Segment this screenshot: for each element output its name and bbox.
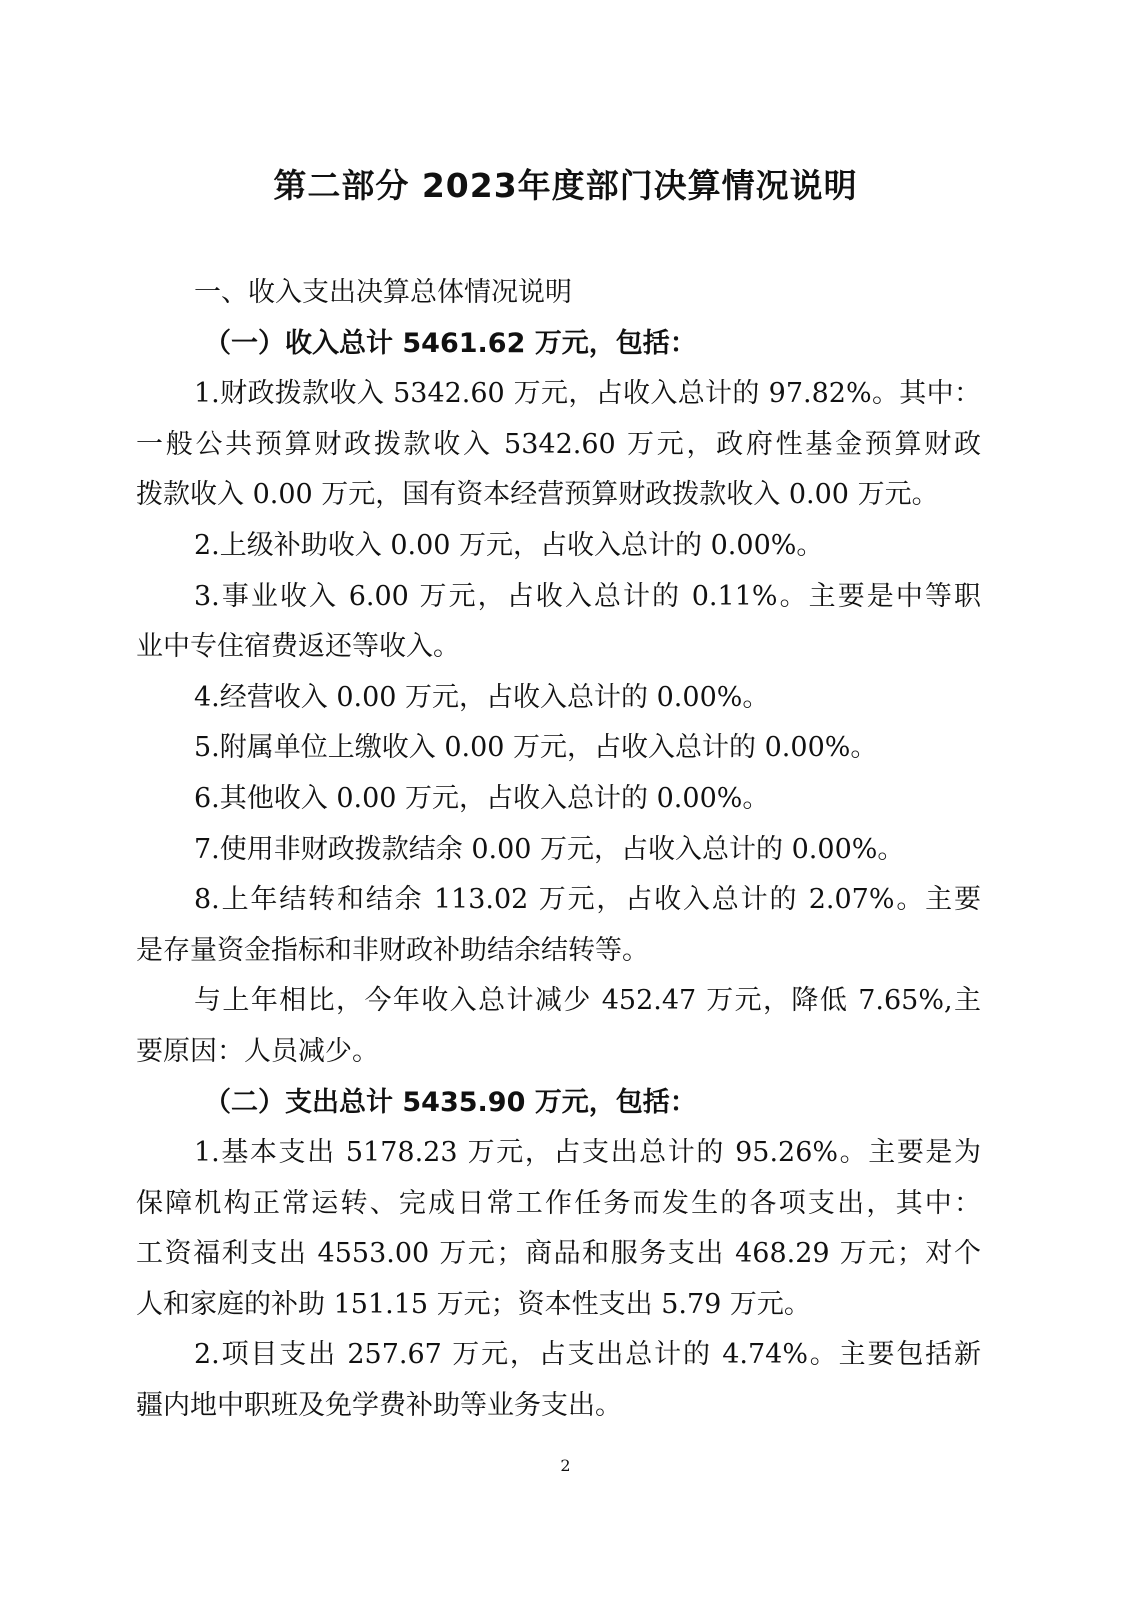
paragraph-line: 6.其他收入 0.00 万元，占收入总计的 0.00%。 (194, 782, 770, 814)
paragraph-line: 1.财政拨款收入 5342.60 万元，占收入总计的 97.82%。其中： (194, 378, 981, 410)
document-body (136, 268, 981, 1432)
paragraph-line: 与上年相比，今年收入总计减少 452.47 万元，降低 7.65%,主 (194, 985, 981, 1017)
paragraph-line: 4.经营收入 0.00 万元，占收入总计的 0.00%。 (194, 681, 770, 713)
paragraph-line: 7.使用非财政拨款结余 0.00 万元，占收入总计的 0.00%。 (194, 833, 905, 865)
paragraph-line: 2.项目支出 257.67 万元，占支出总计的 4.74%。主要包括新 (194, 1339, 981, 1371)
page-title: 第二部分 2023年度部门决算情况说明 (273, 166, 858, 205)
paragraph-line: 是存量资金指标和非财政补助结余结转等。 (136, 934, 649, 966)
paragraph-line: 3.事业收入 6.00 万元，占收入总计的 0.11%。主要是中等职 (194, 580, 981, 612)
paragraph-line: 8.上年结转和结余 113.02 万元，占收入总计的 2.07%。主要 (194, 884, 981, 916)
paragraph-line: 要原因：人员减少。 (136, 1035, 379, 1067)
page-number: 2 (560, 1456, 571, 1475)
section-heading-income-expenditure-overview: 一、收入支出决算总体情况说明 (194, 277, 572, 308)
paragraph-line: 5.附属单位上缴收入 0.00 万元，占收入总计的 0.00%。 (194, 732, 878, 764)
subheading-income-total: （一）收入总计 5461.62 万元，包括： (204, 327, 697, 359)
paragraph-line: 人和家庭的补助 151.15 万元；资本性支出 5.79 万元。 (136, 1288, 811, 1320)
paragraph-line: 工资福利支出 4553.00 万元；商品和服务支出 468.29 万元；对个 (136, 1238, 981, 1270)
paragraph-line: 2.上级补助收入 0.00 万元，占收入总计的 0.00%。 (194, 529, 824, 561)
subheading-expenditure-total: （二）支出总计 5435.90 万元，包括： (204, 1086, 697, 1118)
paragraph-line: 拨款收入 0.00 万元，国有资本经营预算财政拨款收入 0.00 万元。 (136, 479, 939, 511)
paragraph-line: 一般公共预算财政拨款收入 5342.60 万元，政府性基金预算财政 (136, 428, 981, 460)
paragraph-line: 疆内地中职班及免学费补助等业务支出。 (136, 1390, 622, 1422)
paragraph-line: 业中专住宿费返还等收入。 (136, 631, 460, 663)
paragraph-line: 保障机构正常运转、完成日常工作任务而发生的各项支出，其中： (136, 1187, 981, 1219)
paragraph-line: 1.基本支出 5178.23 万元，占支出总计的 95.26%。主要是为 (194, 1137, 981, 1169)
